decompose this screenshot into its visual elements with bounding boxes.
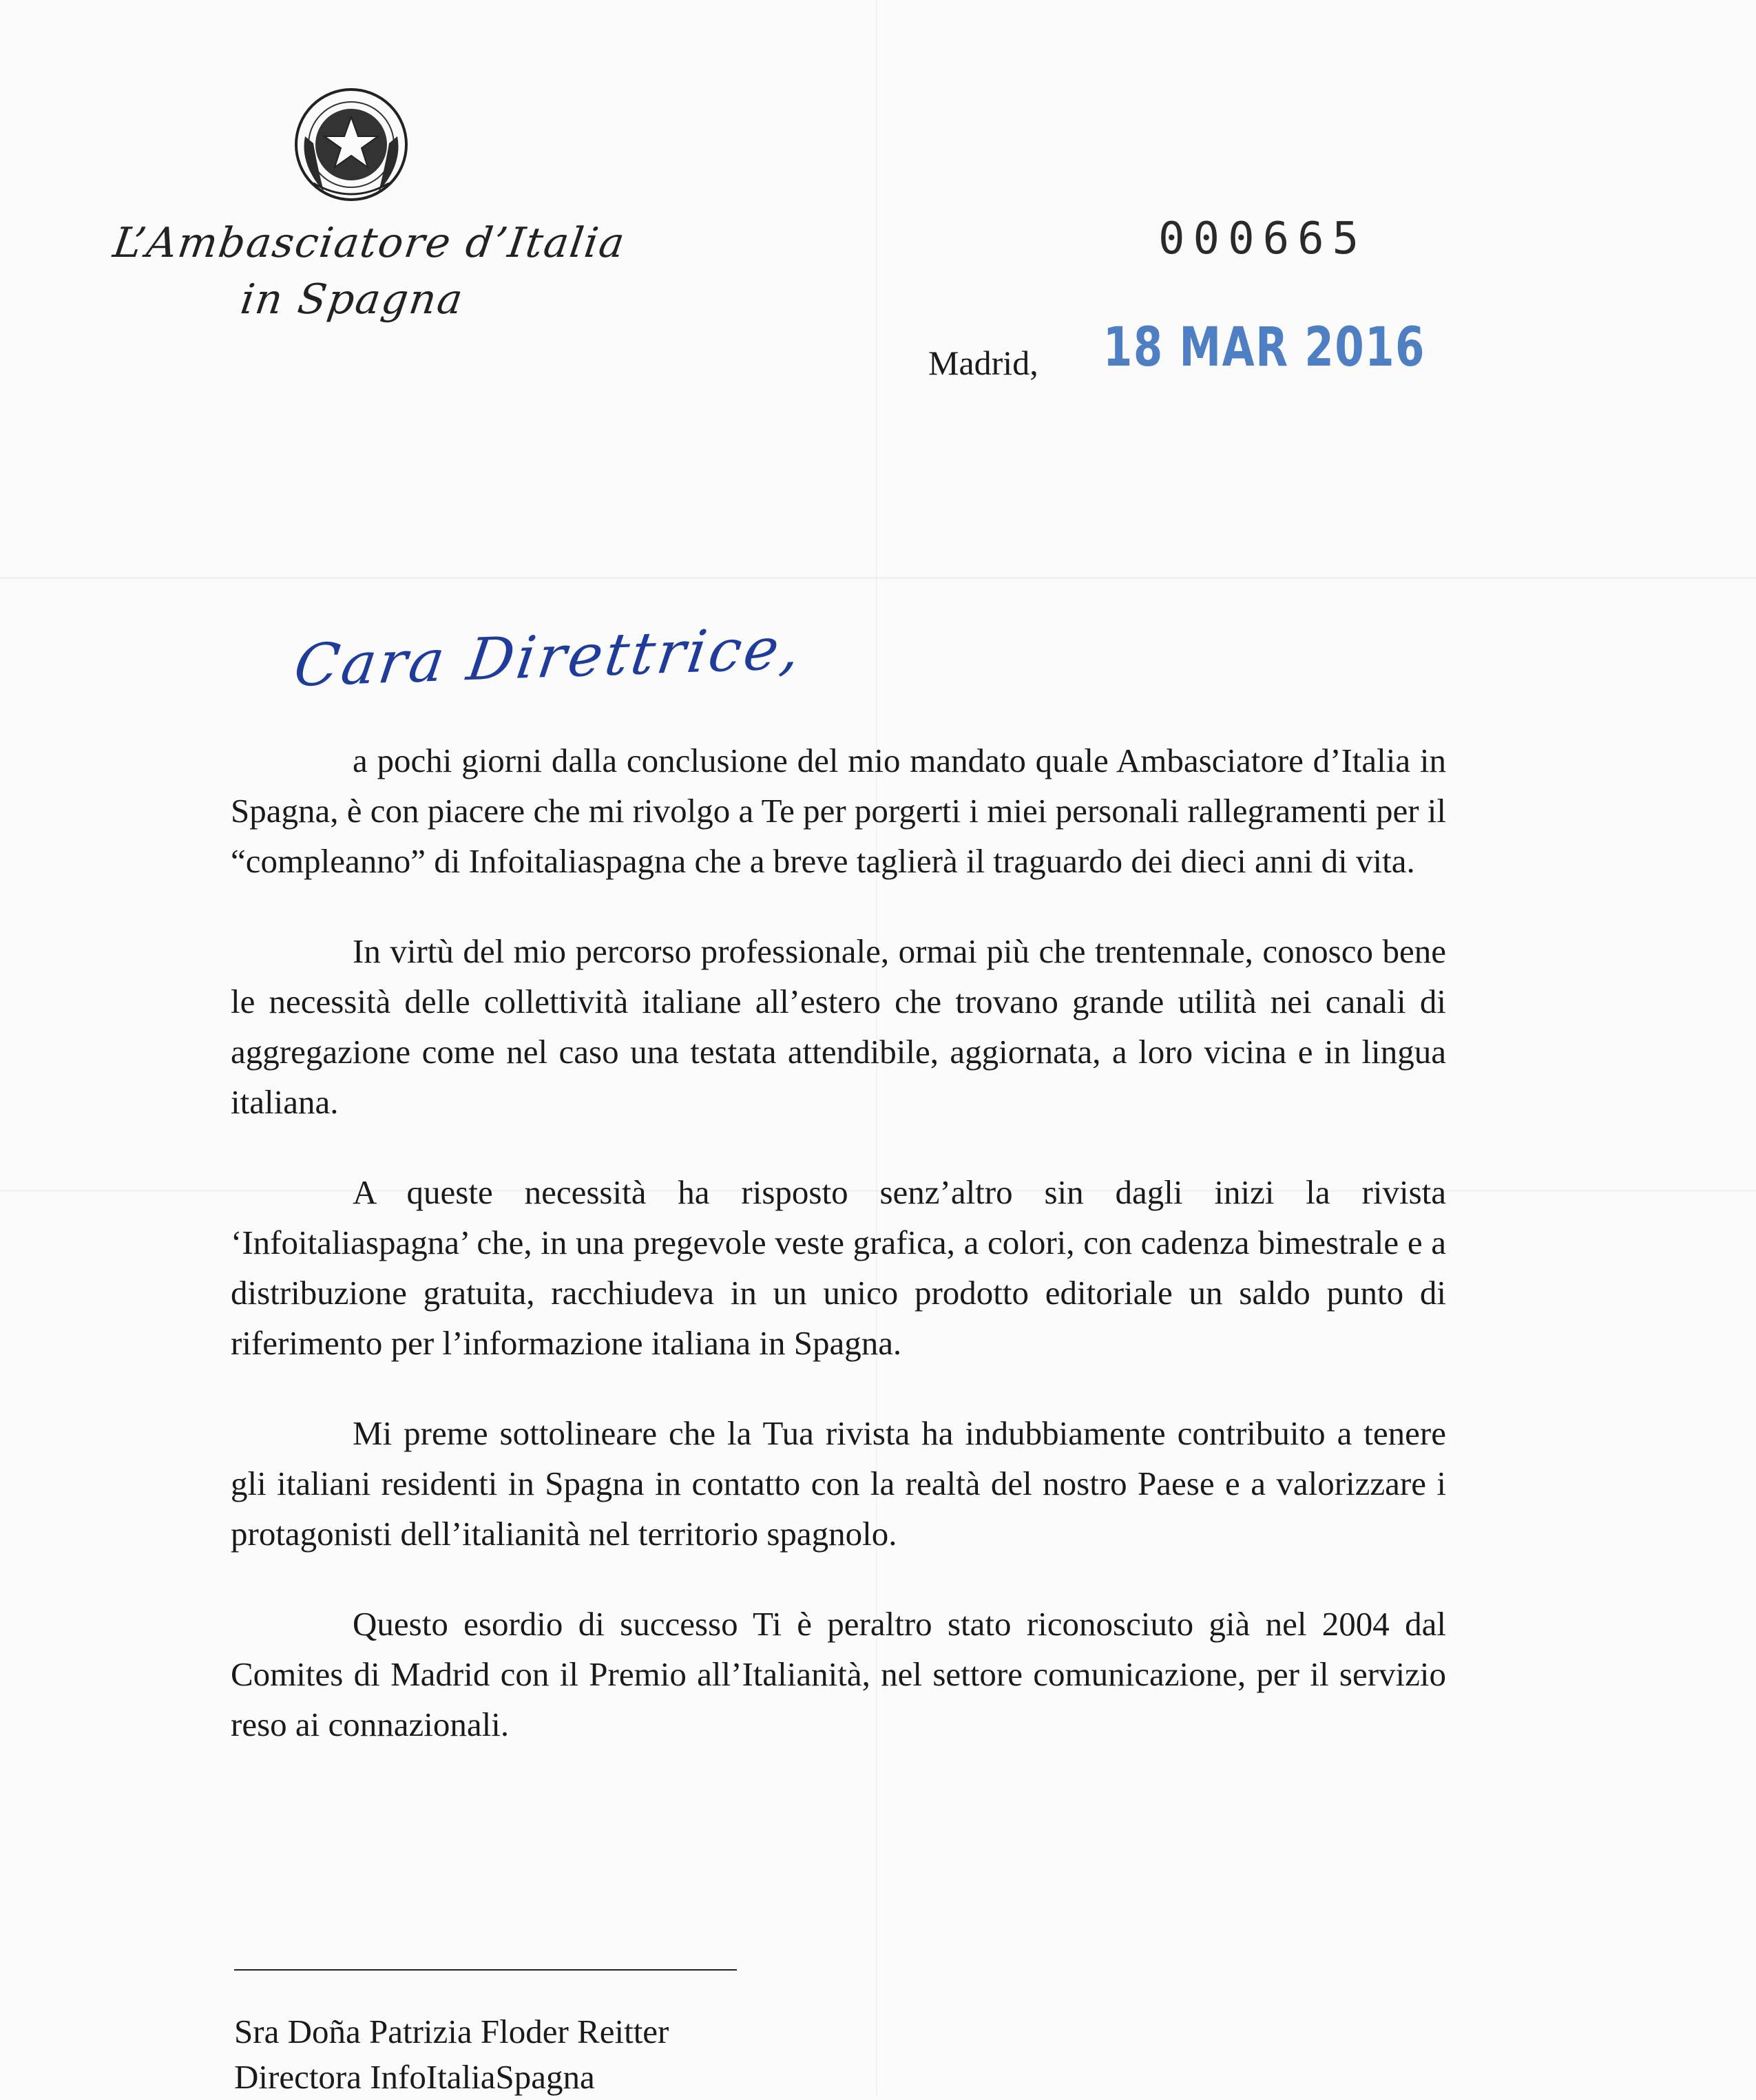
handwritten-salutation: Cara Direttrice, bbox=[290, 613, 808, 700]
date-stamp: 18 MAR 2016 bbox=[1103, 317, 1425, 379]
paper-fold-horizontal bbox=[0, 577, 1756, 579]
addressee-title: Directora InfoItaliaSpagna bbox=[234, 2058, 595, 2096]
letter-paragraph: A queste necessità ha risposto senz’altro sin dagli inizi la rivista ‘Infoitaliaspagna’ che, in una pregevole veste grafica, a colori, con cadenza bimestrale e a distribuzione gratuita, racchiudeva in un unico prodotto editoriale un saldo punto di riferimento per l’informazione italiana in Spagna. bbox=[231, 1173, 1446, 1362]
letter-paragraph: Questo esordio di successo Ti è peraltro stato riconosciuto già nel 2004 dal Comites di Madrid con il Premio all’Italianità, nel settore comunicazione, per il servizio reso ai connazionali. bbox=[231, 1605, 1446, 1743]
letter-paragraph: In virtù del mio percorso professionale, ormai più che trentennale, conosco bene le necessità delle collettività italiane all’estero che trovano grande utilità nei canali di aggregazione come nel caso una testata attendibile, aggiornata, a loro vicina e in lingua italiana. bbox=[231, 932, 1446, 1121]
addressee-name: Sra Doña Patrizia Floder Reitter bbox=[234, 2013, 669, 2050]
letter-paragraph: a pochi giorni dalla conclusione del mio mandato quale Ambasciatore d’Italia in Spagna, è con piacere che mi rivolgo a Te per porgerti i miei personali rallegramenti per il “compleanno” di Infoitaliaspagna che a breve taglierà il traguardo dei dieci anni di vita. bbox=[231, 742, 1446, 880]
letterhead bbox=[110, 219, 629, 324]
letter-body bbox=[231, 735, 1446, 1789]
addressee-block bbox=[234, 2009, 669, 2100]
protocol-number: 000665 bbox=[1158, 213, 1368, 264]
signature-rule bbox=[234, 1969, 737, 1971]
place: Madrid, bbox=[928, 344, 1038, 382]
letter-paragraph: Mi preme sottolineare che la Tua rivista ha indubbiamente contribuito a tenere gli italiani residenti in Spagna in contatto con la realtà del nostro Paese e a valorizzare i protagonisti dell’italianità nel territorio spagnolo. bbox=[231, 1414, 1446, 1553]
repubblica-italiana-emblem-icon bbox=[286, 81, 417, 212]
letterhead-subtitle: in Spagna bbox=[238, 275, 467, 324]
letterhead-title: L’Ambasciatore d’Italia bbox=[110, 219, 629, 267]
